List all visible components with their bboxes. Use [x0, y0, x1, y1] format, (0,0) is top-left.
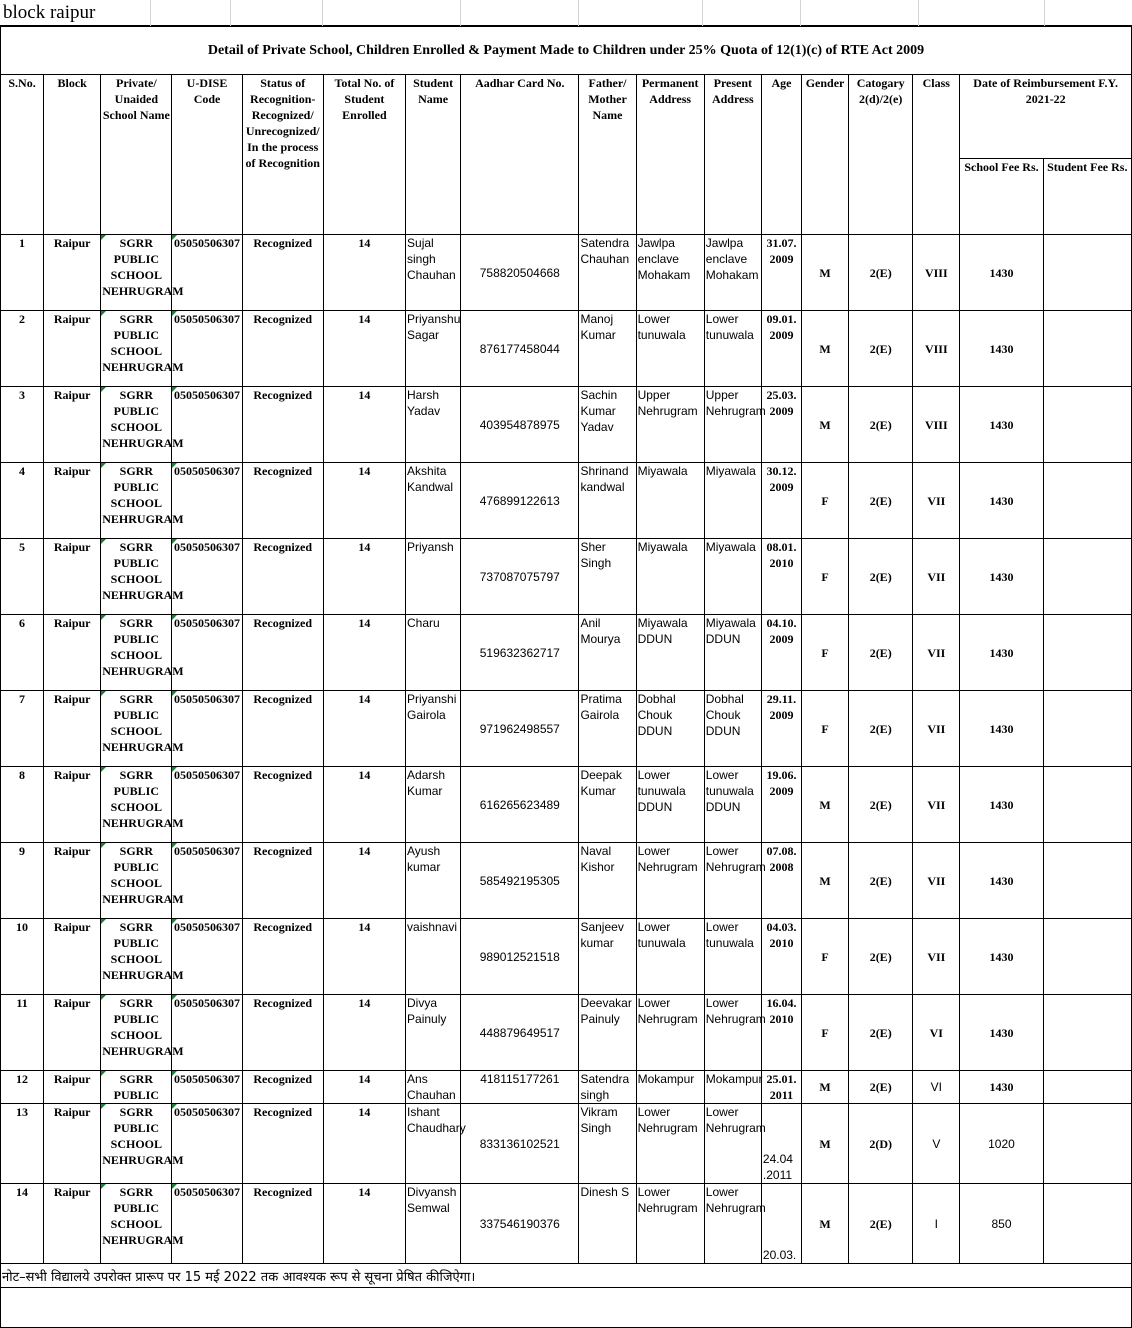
- cell-sno[interactable]: 14: [1, 1184, 44, 1264]
- cell-age[interactable]: 25.01. 2011: [761, 1071, 801, 1104]
- cell-udise[interactable]: 05050506307: [172, 995, 242, 1071]
- gridline: [322, 0, 323, 26]
- cell-aadhar[interactable]: 876177458044: [461, 311, 579, 387]
- table-row: [1, 767, 1132, 843]
- cell-parent[interactable]: Satendra singh: [579, 1071, 636, 1104]
- gridline: [578, 0, 579, 26]
- cell-permanent[interactable]: Jawlpa enclave Mohakam: [636, 235, 704, 311]
- footnote: नोट–सभी विद्यालये उपरोक्त प्रारूप पर 15 मई 2022 तक आवश्यक रूप से सूचना प्रेषित कीजिऐगा।: [1, 1264, 1132, 1288]
- cell-permanent[interactable]: Lower Nehrugram: [636, 1184, 704, 1264]
- cell-present[interactable]: Lower Nehrugram: [704, 1184, 761, 1264]
- col-header-school-fee: School Fee Rs.: [960, 159, 1043, 235]
- col-header: Total No. of Student Enrolled: [323, 75, 405, 235]
- cell-class[interactable]: VII: [913, 615, 960, 691]
- cell-block[interactable]: Raipur: [44, 1104, 101, 1184]
- table-row: [1, 311, 1132, 387]
- cell-total[interactable]: 14: [323, 843, 405, 919]
- cell-present[interactable]: Miyawala DDUN: [704, 615, 761, 691]
- cell-student[interactable]: Charu: [406, 615, 461, 691]
- cell-present[interactable]: Upper Nehrugram: [704, 387, 761, 463]
- cell-gender[interactable]: F: [802, 919, 849, 995]
- cell-category[interactable]: 2(E): [849, 387, 913, 463]
- cell-class[interactable]: V: [913, 1104, 960, 1184]
- cell-student-fee[interactable]: [1043, 1184, 1131, 1264]
- cell-parent[interactable]: Anil Mourya: [579, 615, 636, 691]
- cell-permanent[interactable]: Lower Nehrugram: [636, 843, 704, 919]
- col-header: Class: [913, 75, 960, 235]
- cell-present[interactable]: Mokampur: [704, 1071, 761, 1104]
- cell-student[interactable]: Priyansh: [406, 539, 461, 615]
- cell-present[interactable]: Lower Nehrugram: [704, 843, 761, 919]
- cell-student-fee[interactable]: [1043, 691, 1131, 767]
- cell-gender[interactable]: F: [802, 615, 849, 691]
- cell-permanent[interactable]: Lower Nehrugram: [636, 995, 704, 1071]
- cell-status[interactable]: Recognized: [242, 1184, 323, 1264]
- cell-student[interactable]: Akshita Kandwal: [406, 463, 461, 539]
- cell-sno[interactable]: 11: [1, 995, 44, 1071]
- col-header: Private/ Unaided School Name: [101, 75, 172, 235]
- table-row: [1, 1104, 1132, 1184]
- cell-status[interactable]: Recognized: [242, 767, 323, 843]
- table-row: [1, 615, 1132, 691]
- col-header: Aadhar Card No.: [461, 75, 579, 235]
- table-row: [1, 919, 1132, 995]
- cell-sno[interactable]: 5: [1, 539, 44, 615]
- col-header: Student Name: [406, 75, 461, 235]
- cell-udise[interactable]: 05050506307: [172, 691, 242, 767]
- col-header-student-fee: Student Fee Rs.: [1043, 159, 1131, 235]
- cell-total[interactable]: 14: [323, 919, 405, 995]
- cell-category[interactable]: 2(E): [849, 995, 913, 1071]
- col-header: Permanent Address: [636, 75, 704, 235]
- cell-parent[interactable]: Satendra Chauhan: [579, 235, 636, 311]
- cell-status[interactable]: Recognized: [242, 1104, 323, 1184]
- cell-udise[interactable]: 05050506307: [172, 767, 242, 843]
- cell-present[interactable]: Lower Nehrugram: [704, 995, 761, 1071]
- cell-block[interactable]: Raipur: [44, 843, 101, 919]
- cell-school-fee[interactable]: 1430: [960, 615, 1043, 691]
- cell-parent[interactable]: Sher Singh: [579, 539, 636, 615]
- cell-student[interactable]: Harsh Yadav: [406, 387, 461, 463]
- cell-aadhar[interactable]: 758820504668: [461, 235, 579, 311]
- cell-parent[interactable]: Dinesh S: [579, 1184, 636, 1264]
- cell-age[interactable]: 08.01. 2010: [761, 539, 801, 615]
- cell-block[interactable]: Raipur: [44, 1071, 101, 1104]
- cell-age[interactable]: 30.12. 2009: [761, 463, 801, 539]
- cell-block[interactable]: Raipur: [44, 311, 101, 387]
- cell-block[interactable]: Raipur: [44, 995, 101, 1071]
- cell-total[interactable]: 14: [323, 995, 405, 1071]
- cell-status[interactable]: Recognized: [242, 463, 323, 539]
- cell-total[interactable]: 14: [323, 463, 405, 539]
- table-row: [1, 691, 1132, 767]
- cell-permanent[interactable]: Miyawala DDUN: [636, 615, 704, 691]
- cell-aadhar[interactable]: 616265623489: [461, 767, 579, 843]
- table-row: [1, 463, 1132, 539]
- cell-block[interactable]: Raipur: [44, 1184, 101, 1264]
- cell-present[interactable]: Miyawala: [704, 539, 761, 615]
- cell-age[interactable]: 25.03. 2009: [761, 387, 801, 463]
- cell-age[interactable]: 16.04. 2010: [761, 995, 801, 1071]
- gridline: [918, 0, 919, 26]
- cell-permanent[interactable]: Dobhal Chouk DDUN: [636, 691, 704, 767]
- cell-udise[interactable]: 05050506307: [172, 1071, 242, 1104]
- cell-udise[interactable]: 05050506307: [172, 615, 242, 691]
- cell-student-fee[interactable]: [1043, 539, 1131, 615]
- cell-category[interactable]: 2(E): [849, 539, 913, 615]
- cell-permanent[interactable]: Miyawala: [636, 463, 704, 539]
- cell-sno[interactable]: 9: [1, 843, 44, 919]
- cell-category[interactable]: 2(E): [849, 463, 913, 539]
- cell-sno[interactable]: 13: [1, 1104, 44, 1184]
- cell-udise[interactable]: 05050506307: [172, 311, 242, 387]
- cell-student[interactable]: Priyanshu Sagar: [406, 311, 461, 387]
- cell-udise[interactable]: 05050506307: [172, 919, 242, 995]
- cell-student[interactable]: Ans Chauhan: [406, 1071, 461, 1104]
- cell-block[interactable]: Raipur: [44, 235, 101, 311]
- cell-total[interactable]: 14: [323, 767, 405, 843]
- cell-school-fee[interactable]: 1430: [960, 463, 1043, 539]
- cell-total[interactable]: 14: [323, 1104, 405, 1184]
- col-header: U-DISE Code: [172, 75, 242, 235]
- cell-school-fee[interactable]: 1430: [960, 919, 1043, 995]
- cell-block[interactable]: Raipur: [44, 539, 101, 615]
- col-header: Block: [44, 75, 101, 235]
- cell-sno[interactable]: 10: [1, 919, 44, 995]
- cell-class[interactable]: VI: [913, 1071, 960, 1104]
- cell-school[interactable]: SGRR PUBLIC SCHOOL NEHRUGRAM: [101, 539, 172, 615]
- cell-permanent[interactable]: Lower tunuwala: [636, 919, 704, 995]
- cell-udise[interactable]: 05050506307: [172, 463, 242, 539]
- cell-total[interactable]: 14: [323, 1184, 405, 1264]
- sheet-title[interactable]: block raipur: [3, 2, 96, 23]
- cell-gender[interactable]: M: [802, 387, 849, 463]
- cell-category[interactable]: 2(E): [849, 235, 913, 311]
- cell-school[interactable]: SGRR PUBLIC SCHOOL NEHRUGRAM: [101, 767, 172, 843]
- cell-block[interactable]: Raipur: [44, 691, 101, 767]
- cell-class[interactable]: VII: [913, 767, 960, 843]
- cell-parent[interactable]: Naval Kishor: [579, 843, 636, 919]
- cell-student-fee[interactable]: [1043, 767, 1131, 843]
- cell-aadhar[interactable]: 403954878975: [461, 387, 579, 463]
- cell-sno[interactable]: 3: [1, 387, 44, 463]
- cell-age[interactable]: 24.04 .2011: [761, 1104, 801, 1184]
- cell-category[interactable]: 2(D): [849, 1104, 913, 1184]
- cell-student-fee[interactable]: [1043, 995, 1131, 1071]
- table-row: [1, 995, 1132, 1071]
- cell-student[interactable]: Divya Painuly: [406, 995, 461, 1071]
- cell-class[interactable]: VII: [913, 463, 960, 539]
- cell-school[interactable]: SGRR PUBLIC SCHOOL NEHRUGRAM: [101, 843, 172, 919]
- cell-block[interactable]: Raipur: [44, 615, 101, 691]
- table-row: [1, 235, 1132, 311]
- table-row: [1, 1071, 1132, 1104]
- cell-school-fee[interactable]: 1430: [960, 311, 1043, 387]
- cell-present[interactable]: Lower tunuwala DDUN: [704, 767, 761, 843]
- col-header: Present Address: [704, 75, 761, 235]
- gridline: [1044, 0, 1045, 26]
- cell-student-fee[interactable]: [1043, 1071, 1131, 1104]
- cell-parent[interactable]: Manoj Kumar: [579, 311, 636, 387]
- cell-udise[interactable]: 05050506307: [172, 843, 242, 919]
- cell-class[interactable]: VII: [913, 539, 960, 615]
- cell-category[interactable]: 2(E): [849, 843, 913, 919]
- table-row: [1, 843, 1132, 919]
- cell-aadhar[interactable]: 418115177261: [461, 1071, 579, 1104]
- cell-school-fee[interactable]: 1020: [960, 1104, 1043, 1184]
- cell-udise[interactable]: 05050506307: [172, 539, 242, 615]
- cell-category[interactable]: 2(E): [849, 615, 913, 691]
- cell-age[interactable]: 20.03.: [761, 1184, 801, 1264]
- cell-class[interactable]: VI: [913, 995, 960, 1071]
- cell-class[interactable]: VII: [913, 843, 960, 919]
- cell-present[interactable]: Lower Nehrugram: [704, 1104, 761, 1184]
- cell-aadhar[interactable]: 833136102521: [461, 1104, 579, 1184]
- cell-student-fee[interactable]: [1043, 311, 1131, 387]
- cell-block[interactable]: Raipur: [44, 387, 101, 463]
- col-header: Catogary 2(d)/2(e): [849, 75, 913, 235]
- cell-aadhar[interactable]: 519632362717: [461, 615, 579, 691]
- cell-category[interactable]: 2(E): [849, 311, 913, 387]
- cell-category[interactable]: 2(E): [849, 691, 913, 767]
- col-header: Father/ Mother Name: [579, 75, 636, 235]
- gridline: [460, 0, 461, 26]
- cell-category[interactable]: 2(E): [849, 919, 913, 995]
- cell-category[interactable]: 2(E): [849, 767, 913, 843]
- cell-parent[interactable]: Sanjeev kumar: [579, 919, 636, 995]
- cell-student-fee[interactable]: [1043, 919, 1131, 995]
- cell-permanent[interactable]: Lower tunuwala: [636, 311, 704, 387]
- cell-parent[interactable]: Shrinand kandwal: [579, 463, 636, 539]
- gridline: [150, 0, 151, 26]
- cell-age[interactable]: 19.06. 2009: [761, 767, 801, 843]
- col-header: S.No.: [1, 75, 44, 235]
- cell-school-fee[interactable]: 1430: [960, 767, 1043, 843]
- cell-permanent[interactable]: Lower Nehrugram: [636, 1104, 704, 1184]
- cell-sno[interactable]: 2: [1, 311, 44, 387]
- cell-student[interactable]: Sujal singh Chauhan: [406, 235, 461, 311]
- cell-school-fee[interactable]: 1430: [960, 235, 1043, 311]
- cell-gender[interactable]: F: [802, 539, 849, 615]
- cell-gender[interactable]: M: [802, 843, 849, 919]
- cell-school-fee[interactable]: 1430: [960, 1071, 1043, 1104]
- cell-student[interactable]: Priyanshi Gairola: [406, 691, 461, 767]
- cell-school-fee[interactable]: 1430: [960, 995, 1043, 1071]
- cell-permanent[interactable]: Mokampur: [636, 1071, 704, 1104]
- cell-status[interactable]: Recognized: [242, 387, 323, 463]
- cell-udise[interactable]: 05050506307: [172, 387, 242, 463]
- cell-present[interactable]: Lower tunuwala: [704, 919, 761, 995]
- cell-present[interactable]: Miyawala: [704, 463, 761, 539]
- cell-parent[interactable]: Deevakar Painuly: [579, 995, 636, 1071]
- cell-total[interactable]: 14: [323, 539, 405, 615]
- cell-udise[interactable]: 05050506307: [172, 1104, 242, 1184]
- cell-school-fee[interactable]: 1430: [960, 843, 1043, 919]
- cell-permanent[interactable]: Upper Nehrugram: [636, 387, 704, 463]
- cell-present[interactable]: Lower tunuwala: [704, 311, 761, 387]
- cell-school-fee[interactable]: 1430: [960, 691, 1043, 767]
- cell-category[interactable]: 2(E): [849, 1071, 913, 1104]
- cell-age[interactable]: 31.07. 2009: [761, 235, 801, 311]
- cell-total[interactable]: 14: [323, 691, 405, 767]
- cell-sno[interactable]: 12: [1, 1071, 44, 1104]
- cell-total[interactable]: 14: [323, 1071, 405, 1104]
- cell-class[interactable]: VIII: [913, 235, 960, 311]
- cell-total[interactable]: 14: [323, 387, 405, 463]
- cell-category[interactable]: 2(E): [849, 1184, 913, 1264]
- cell-gender[interactable]: M: [802, 1071, 849, 1104]
- rte-table: [0, 26, 1132, 1328]
- cell-total[interactable]: 14: [323, 235, 405, 311]
- col-header: Status of Recognition- Recognized/ Unrecognized/ In the process of Recognition: [242, 75, 323, 235]
- empty-row: [1, 1288, 1132, 1328]
- cell-permanent[interactable]: Miyawala: [636, 539, 704, 615]
- cell-status[interactable]: Recognized: [242, 691, 323, 767]
- gridline: [230, 0, 231, 26]
- cell-school-fee[interactable]: 850: [960, 1184, 1043, 1264]
- cell-student-fee[interactable]: [1043, 1104, 1131, 1184]
- cell-school-fee[interactable]: 1430: [960, 539, 1043, 615]
- cell-age[interactable]: 04.10. 2009: [761, 615, 801, 691]
- gridline: [702, 0, 703, 26]
- cell-parent[interactable]: Sachin Kumar Yadav: [579, 387, 636, 463]
- cell-school[interactable]: SGRR PUBLIC: [101, 1071, 172, 1104]
- cell-udise[interactable]: 05050506307: [172, 1184, 242, 1264]
- cell-student-fee[interactable]: [1043, 463, 1131, 539]
- cell-age[interactable]: 29.11. 2009: [761, 691, 801, 767]
- cell-sno[interactable]: 6: [1, 615, 44, 691]
- cell-class[interactable]: I: [913, 1184, 960, 1264]
- cell-gender[interactable]: F: [802, 995, 849, 1071]
- cell-status[interactable]: Recognized: [242, 919, 323, 995]
- cell-parent[interactable]: Vikram Singh: [579, 1104, 636, 1184]
- top-row: [0, 0, 1132, 26]
- cell-status[interactable]: Recognized: [242, 235, 323, 311]
- cell-class[interactable]: VII: [913, 691, 960, 767]
- cell-sno[interactable]: 4: [1, 463, 44, 539]
- cell-school[interactable]: SGRR PUBLIC SCHOOL NEHRUGRAM: [101, 387, 172, 463]
- cell-school[interactable]: SGRR PUBLIC SCHOOL NEHRUGRAM: [101, 235, 172, 311]
- table-row: [1, 539, 1132, 615]
- cell-student-fee[interactable]: [1043, 615, 1131, 691]
- cell-block[interactable]: Raipur: [44, 919, 101, 995]
- cell-parent[interactable]: Deepak Kumar: [579, 767, 636, 843]
- cell-sno[interactable]: 8: [1, 767, 44, 843]
- cell-gender[interactable]: M: [802, 1184, 849, 1264]
- cell-status[interactable]: Recognized: [242, 843, 323, 919]
- cell-gender[interactable]: M: [802, 235, 849, 311]
- cell-status[interactable]: Recognized: [242, 1071, 323, 1104]
- cell-school-fee[interactable]: 1430: [960, 387, 1043, 463]
- cell-student-fee[interactable]: [1043, 387, 1131, 463]
- col-header-reimbursement: Date of Reimbursement F.Y. 2021-22: [960, 75, 1132, 159]
- cell-aadhar[interactable]: 737087075797: [461, 539, 579, 615]
- cell-student-fee[interactable]: [1043, 843, 1131, 919]
- table-row: [1, 1184, 1132, 1264]
- cell-school[interactable]: SGRR PUBLIC SCHOOL NEHRUGRAM: [101, 615, 172, 691]
- cell-school[interactable]: SGRR PUBLIC SCHOOL NEHRUGRAM: [101, 1184, 172, 1264]
- cell-age[interactable]: 09.01. 2009: [761, 311, 801, 387]
- cell-class[interactable]: VIII: [913, 387, 960, 463]
- cell-student[interactable]: vaishnavi: [406, 919, 461, 995]
- cell-student[interactable]: Ishant Chaudhary: [406, 1104, 461, 1184]
- cell-status[interactable]: Recognized: [242, 615, 323, 691]
- cell-age[interactable]: 07.08. 2008: [761, 843, 801, 919]
- cell-status[interactable]: Recognized: [242, 539, 323, 615]
- cell-aadhar[interactable]: 476899122613: [461, 463, 579, 539]
- cell-aadhar[interactable]: 337546190376: [461, 1184, 579, 1264]
- cell-status[interactable]: Recognized: [242, 995, 323, 1071]
- cell-class[interactable]: VII: [913, 919, 960, 995]
- cell-gender[interactable]: M: [802, 311, 849, 387]
- cell-gender[interactable]: M: [802, 767, 849, 843]
- col-header: Age: [761, 75, 801, 235]
- cell-sno[interactable]: 1: [1, 235, 44, 311]
- cell-school[interactable]: SGRR PUBLIC SCHOOL NEHRUGRAM: [101, 995, 172, 1071]
- cell-udise[interactable]: 05050506307: [172, 235, 242, 311]
- cell-block[interactable]: Raipur: [44, 463, 101, 539]
- cell-gender[interactable]: M: [802, 1104, 849, 1184]
- cell-school[interactable]: SGRR PUBLIC SCHOOL NEHRUGRAM: [101, 311, 172, 387]
- cell-student[interactable]: Adarsh Kumar: [406, 767, 461, 843]
- cell-gender[interactable]: F: [802, 691, 849, 767]
- table-row: [1, 387, 1132, 463]
- cell-total[interactable]: 14: [323, 615, 405, 691]
- cell-aadhar[interactable]: 971962498557: [461, 691, 579, 767]
- gridline: [800, 0, 801, 26]
- cell-sno[interactable]: 7: [1, 691, 44, 767]
- cell-aadhar[interactable]: 989012521518: [461, 919, 579, 995]
- cell-school[interactable]: SGRR PUBLIC SCHOOL NEHRUGRAM: [101, 691, 172, 767]
- cell-aadhar[interactable]: 448879649517: [461, 995, 579, 1071]
- cell-student-fee[interactable]: [1043, 235, 1131, 311]
- cell-age[interactable]: 04.03. 2010: [761, 919, 801, 995]
- cell-class[interactable]: VIII: [913, 311, 960, 387]
- cell-school[interactable]: SGRR PUBLIC SCHOOL NEHRUGRAM: [101, 463, 172, 539]
- cell-aadhar[interactable]: 585492195305: [461, 843, 579, 919]
- cell-student[interactable]: Divyansh Semwal: [406, 1184, 461, 1264]
- cell-student[interactable]: Ayush kumar: [406, 843, 461, 919]
- cell-gender[interactable]: F: [802, 463, 849, 539]
- cell-present[interactable]: Jawlpa enclave Mohakam: [704, 235, 761, 311]
- cell-total[interactable]: 14: [323, 311, 405, 387]
- cell-present[interactable]: Dobhal Chouk DDUN: [704, 691, 761, 767]
- col-header: Gender: [802, 75, 849, 235]
- cell-school[interactable]: SGRR PUBLIC SCHOOL NEHRUGRAM: [101, 1104, 172, 1184]
- cell-parent[interactable]: Pratima Gairola: [579, 691, 636, 767]
- table-title: Detail of Private School, Children Enrolled & Payment Made to Children under 25% Quota of 12(1)(c) of RTE Act 2009: [1, 27, 1132, 75]
- cell-status[interactable]: Recognized: [242, 311, 323, 387]
- cell-permanent[interactable]: Lower tunuwala DDUN: [636, 767, 704, 843]
- cell-block[interactable]: Raipur: [44, 767, 101, 843]
- cell-school[interactable]: SGRR PUBLIC SCHOOL NEHRUGRAM: [101, 919, 172, 995]
